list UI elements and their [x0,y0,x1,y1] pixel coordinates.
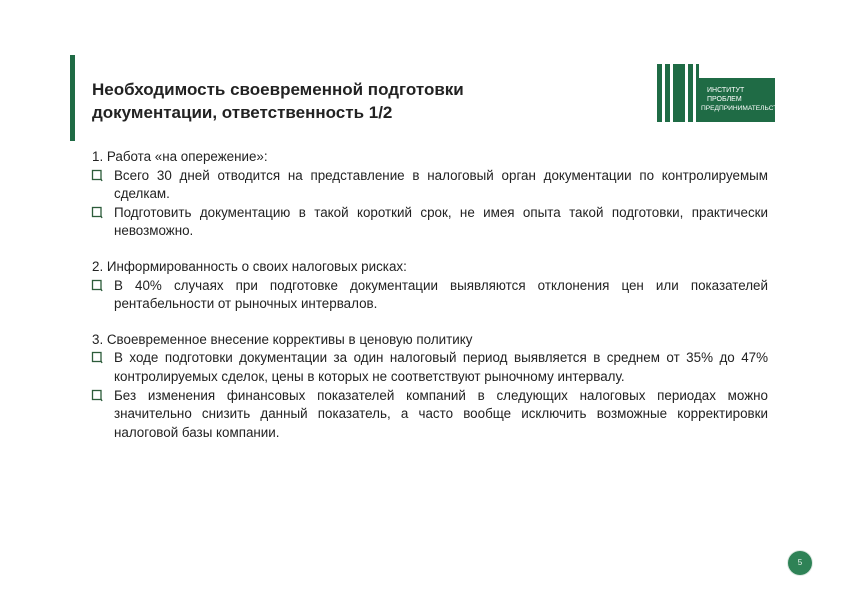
logo-line-2: ПРОБЛЕМ [707,96,742,103]
checkbox-bullet-icon [92,207,102,218]
list-item-text: В ходе подготовки документации за один налоговый период выявляется в среднем от 35% до 47% контролируемых сделок, цены в которых не соответствуют рыночному интервалу. [114,350,768,384]
section-3 [92,331,768,443]
list-item-text: Подготовить документацию в такой короткий срок, не имея опыта такой подготовки, практически невозможно. [114,204,768,239]
list-item-text: Всего 30 дней отводится на представление в налоговый орган документации по контролируемым сделкам. [114,167,768,202]
main-content [92,148,768,459]
section-1 [92,148,768,241]
title-accent-bar [70,55,75,141]
section-heading: 3. Своевременное внесение коррективы в ценовую политику [92,331,473,347]
list-item [92,387,768,443]
list-item [92,349,768,386]
section-heading: 1. Работа «на опережение»: [92,149,268,164]
checkbox-bullet-icon [92,280,102,291]
title-line-2: документации, ответственность 1/2 [92,103,393,122]
title-line-1: Необходимость своевременной подготовки [92,80,464,99]
checkbox-bullet-icon [92,390,102,401]
list-item [92,277,768,314]
page-number-badge: 5 [788,551,812,575]
ipp-logo [657,64,786,122]
checkbox-bullet-icon [92,352,102,363]
list-item-text: Без изменения финансовых показателей компаний в следующих налоговых периодах можно значительно снизить данный показатель, а часто вообще исключить возможные корректировки налоговой базы компании. [114,387,768,440]
section-heading: 2. Информированность о своих налоговых рисках: [92,258,407,274]
page-title [92,78,572,124]
list-item [92,167,768,204]
logo-line-3: ПРЕДПРИНИМАТЕЛЬСТВА [701,105,786,112]
list-item-text: В 40% случаях при подготовке документации выявляются отклонения цен или показателей рентабельности от рыночных интервалов. [114,277,768,312]
checkbox-bullet-icon [92,170,102,181]
list-item [92,204,768,241]
logo-line-1: ИНСТИТУТ [707,87,745,94]
section-2 [92,258,768,314]
